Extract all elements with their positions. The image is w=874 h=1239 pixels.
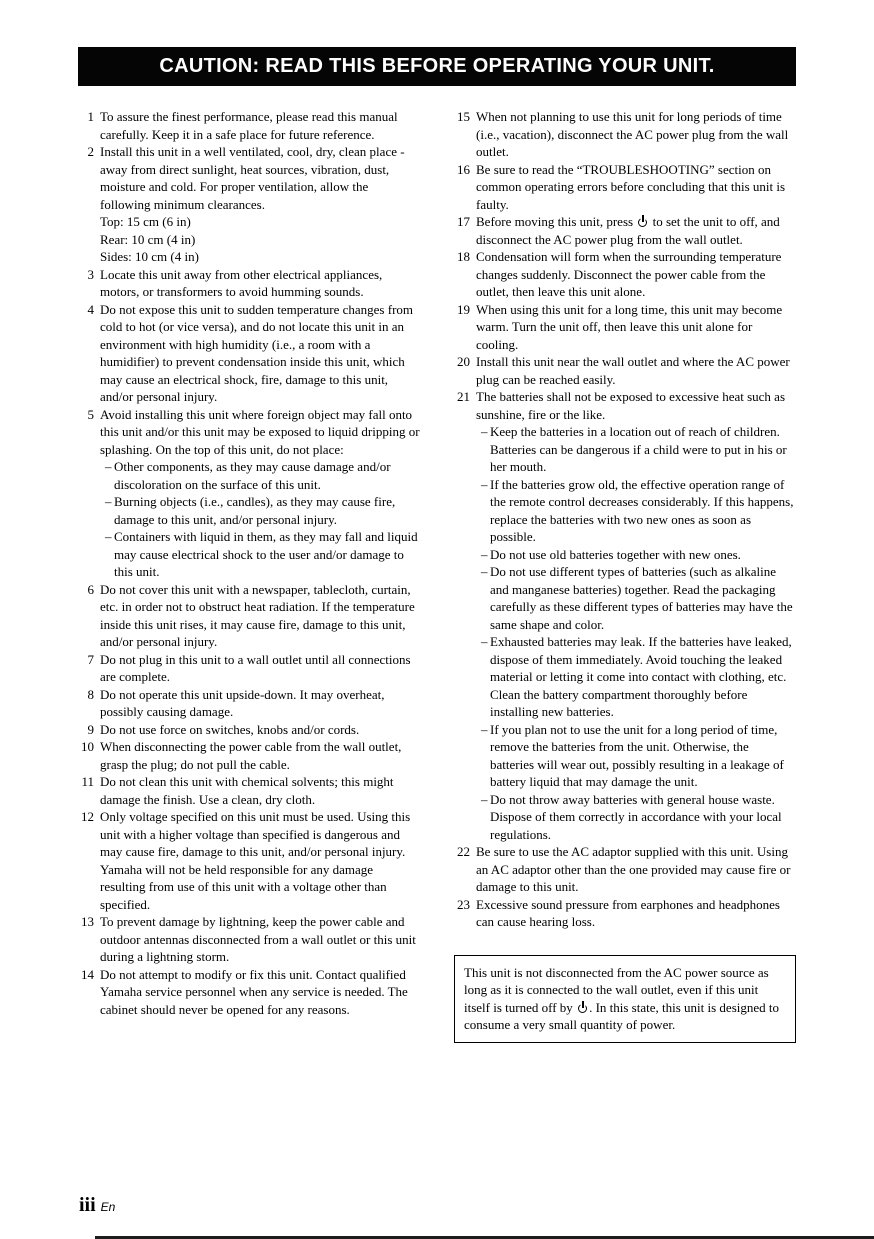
list-item bbox=[78, 651, 420, 686]
item-text: When using this unit for a long time, this unit may become warm. Turn the unit off, then leave this unit alone for cooling. bbox=[476, 301, 783, 352]
list-item bbox=[454, 353, 796, 388]
item-number: 7 bbox=[87, 651, 94, 667]
sub-bullet: – Other components, as they may cause damage and/or discoloration on the surface of this unit. bbox=[105, 459, 391, 492]
sub-bullet: – Containers with liquid in them, as they may fall and liquid may cause electrical shock to the user and/or damage to this unit. bbox=[105, 529, 418, 579]
item-text: When not planning to use this unit for long periods of time (i.e., vacation), disconnect the AC power plug from the wall outlet. bbox=[476, 109, 789, 159]
page-number: iii bbox=[79, 1194, 96, 1216]
list-item bbox=[78, 738, 420, 773]
item-number: 23 bbox=[457, 896, 470, 912]
item-number: 22 bbox=[457, 844, 470, 859]
list-item bbox=[454, 213, 796, 248]
item-text: Do not cover this unit with a newspaper, tablecloth, curtain, etc. in order not to obstruct heat radiation. If the temperature inside this unit rises, it may cause fire, damage to this unit, and/or personal injury. bbox=[100, 581, 415, 649]
list-item bbox=[78, 913, 420, 966]
item-text: To prevent damage by lightning, keep the power cable and outdoor antennas disconnected from a wall outlet or this unit during a lightning storm. bbox=[100, 914, 416, 964]
sub-bullet: – Burning objects (i.e., candles), as they may cause fire, damage to this unit, and/or personal injury. bbox=[105, 494, 396, 527]
sub-bullet: – Do not throw away batteries with general house waste. Dispose of them correctly in accordance with your local regulations. bbox=[481, 791, 782, 842]
item-number: 13 bbox=[81, 914, 94, 929]
list-item bbox=[78, 406, 420, 581]
caution-title: CAUTION: READ THIS BEFORE OPERATING YOUR UNIT. bbox=[159, 55, 715, 77]
power-icon bbox=[578, 1004, 587, 1013]
list-item bbox=[78, 301, 420, 406]
power-icon-stem bbox=[642, 215, 644, 222]
item-text: Condensation will form when the surrounding temperature changes suddenly. Disconnect the power cable from the outlet, then leave this unit alone. bbox=[476, 249, 782, 299]
power-icon-stem bbox=[582, 1001, 584, 1008]
item-number: 9 bbox=[87, 721, 94, 737]
left-column bbox=[78, 108, 420, 1043]
list-item bbox=[78, 773, 420, 808]
item-text: Do not attempt to modify or fix this unit. Contact qualified Yamaha service personnel when any service is needed. The cabinet should never be opened for any reasons. bbox=[100, 966, 408, 1017]
list-item bbox=[454, 248, 796, 301]
item-number: 11 bbox=[81, 774, 94, 789]
sub-bullet: – If the batteries grow old, the effective operation range of the remote control decreases considerably. If this happens, replace the batteries with two new ones as soon as possible. bbox=[481, 476, 794, 544]
sub-bullet: – Exhausted batteries may leak. If the batteries have leaked, dispose of them immediately. Avoid touching the leaked material or letting it come into contact with clothing, etc. Clean the battery compartment thoroughly before installing new batteries. bbox=[481, 634, 792, 719]
right-column bbox=[454, 108, 796, 1043]
item-text: Install this unit near the wall outlet and where the AC power plug can be reached easily. bbox=[476, 354, 790, 387]
sub-bullet: – Do not use different types of batteries (such as alkaline and manganese batteries) together. Read the packaging carefully as these different types of batteries may have the same shape and color. bbox=[481, 564, 793, 632]
power-icon bbox=[638, 218, 647, 227]
list-item bbox=[454, 161, 796, 214]
item-text: Do not operate this unit upside-down. It may overheat, possibly causing damage. bbox=[100, 686, 385, 719]
item-text: Only voltage specified on this unit must be used. Using this unit with a higher voltage than specified is dangerous and may cause fire, damage to this unit, and/or personal injury. Yamaha will not be held responsible for any damage resulting from use of this unit with a voltage other than specified. bbox=[100, 809, 411, 912]
sub-bullet: – If you plan not to use the unit for a long period of time, remove the batteries from the unit. Otherwise, the batteries will wear out, possibly resulting in a leakage of battery liquid that may damage the unit. bbox=[481, 721, 784, 789]
item-text: Do not expose this unit to sudden temperature changes from cold to hot (or vice versa), and do not locate this unit in an environment with high humidity (i.e., a room with a humidifier) to prevent condensation inside this unit, which may cause an electrical shock, fire, damage to this unit, and/or personal injury. bbox=[100, 301, 414, 404]
item-text: Avoid installing this unit where foreign object may fall onto this unit and/or this unit may be exposed to liquid dripping or splashing. On the top of this unit, do not place: – Other components, as they may cause damage and/or discoloration on the surface of this unit. – Burning objects (i.e., candles), as they may cause fire, damage to this unit, and/or personal injury. – Containers with liquid in them, as they may fall and liquid may cause electrical shock to the user and/or damage to this unit. bbox=[100, 406, 420, 579]
item-number: 15 bbox=[457, 109, 470, 124]
item-text: Do not use force on switches, knobs and/or cords. bbox=[100, 721, 360, 737]
list-item bbox=[78, 266, 420, 301]
list-item bbox=[78, 966, 420, 1019]
item-number: 16 bbox=[457, 161, 470, 177]
item-number: 2 bbox=[87, 144, 94, 159]
list-item bbox=[78, 686, 420, 721]
list-item bbox=[454, 896, 796, 931]
item-number: 4 bbox=[87, 301, 94, 317]
item-number: 21 bbox=[457, 389, 470, 404]
content-columns bbox=[78, 108, 796, 1043]
item-number: 12 bbox=[81, 809, 94, 824]
item-number: 19 bbox=[457, 301, 470, 317]
list-item bbox=[454, 108, 796, 161]
power-note-text: This unit is not disconnected from the AC power source as long as it is connected to the wall outlet, even if this unit itself is turned off by . In this state, this unit is designed to consume a very small quantity of power. bbox=[464, 964, 779, 1032]
list-item bbox=[454, 843, 796, 896]
item-number: 14 bbox=[81, 966, 94, 982]
item-text: Do not plug in this unit to a wall outlet until all connections are complete. bbox=[100, 651, 411, 684]
page-footer bbox=[79, 1194, 115, 1217]
item-number: 1 bbox=[87, 109, 94, 124]
list-item bbox=[78, 108, 420, 143]
item-number: 20 bbox=[457, 354, 470, 369]
list-item bbox=[78, 581, 420, 651]
sub-bullet: – Do not use old batteries together with new ones. bbox=[481, 546, 741, 562]
item-number: 17 bbox=[457, 214, 470, 229]
item-number: 5 bbox=[87, 406, 94, 422]
list-item bbox=[454, 388, 796, 843]
caution-header-bar bbox=[78, 47, 796, 86]
list-item bbox=[78, 721, 420, 739]
item-text: Locate this unit away from other electrical appliances, motors, or transformers to avoid humming sounds. bbox=[100, 266, 383, 299]
item-text: Install this unit in a well ventilated, cool, dry, clean place - away from direct sunlight, heat sources, vibration, dust, moisture and cold. For proper ventilation, allow the following minimum clearances. Top: 15 cm (6 in) Rear: 10 cm (4 in) Sides: 10 cm (4 in) bbox=[100, 144, 405, 264]
item-number: 18 bbox=[457, 249, 470, 264]
item-text: Before moving this unit, press to set the unit to off, and disconnect the AC power plug from the wall outlet. bbox=[476, 214, 780, 247]
item-text: To assure the finest performance, please read this manual carefully. Keep it in a safe place for future reference. bbox=[100, 109, 398, 142]
item-text: Be sure to read the “TROUBLESHOOTING” section on common operating errors before concluding that this unit is faulty. bbox=[476, 161, 786, 212]
item-text: Excessive sound pressure from earphones and headphones can cause hearing loss. bbox=[476, 896, 780, 929]
list-item bbox=[78, 808, 420, 913]
item-number: 6 bbox=[87, 581, 94, 597]
item-number: 10 bbox=[81, 739, 94, 754]
sub-bullet: – Keep the batteries in a location out of reach of children. Batteries can be dangerous if a child were to put in his or her mouth. bbox=[481, 424, 787, 474]
item-text: Be sure to use the AC adaptor supplied with this unit. Using an AC adaptor other than the one provided may cause fire or damage to this unit. bbox=[476, 844, 791, 894]
list-item bbox=[78, 143, 420, 266]
item-text: Do not clean this unit with chemical solvents; this might damage the finish. Use a clean, dry cloth. bbox=[100, 774, 394, 807]
item-text: When disconnecting the power cable from the wall outlet, grasp the plug; do not pull the cable. bbox=[100, 739, 402, 772]
item-number: 8 bbox=[87, 686, 94, 702]
right-column-items bbox=[454, 108, 796, 931]
item-text: The batteries shall not be exposed to excessive heat such as sunshine, fire or the like. – Keep the batteries in a location out of reach of children. Batteries can be dangerous if a child were to put in his or her mouth. – If the batteries grow old, the effective operation range of the remote control decreases considerably. If this happens, replace the batteries with two new ones as soon as possible. – Do not use old batteries together with new ones. – Do not use different types of batteries (such as alkaline and manganese batteries) together. Read the packaging carefully as these different types of batteries may have the same shape and color. – Exhausted batteries may leak. If the batteries have leaked, dispose of them immediately. Avoid touching the leaked material or letting it come into contact with clothing, etc. Clean the battery compartment thoroughly before installing new batteries. – If you plan not to use the unit for a long period of time, remove the batteries from the unit. Otherwise, the batteries will wear out, possibly resulting in a leakage of battery liquid that may damage the unit. – Do not throw away batteries with general house waste. Dispose of them correctly in accordance with your local regulations. bbox=[476, 388, 796, 843]
list-item bbox=[454, 301, 796, 354]
power-note-box bbox=[454, 955, 796, 1043]
item-number: 3 bbox=[87, 266, 94, 282]
page-language: En bbox=[100, 1200, 116, 1214]
